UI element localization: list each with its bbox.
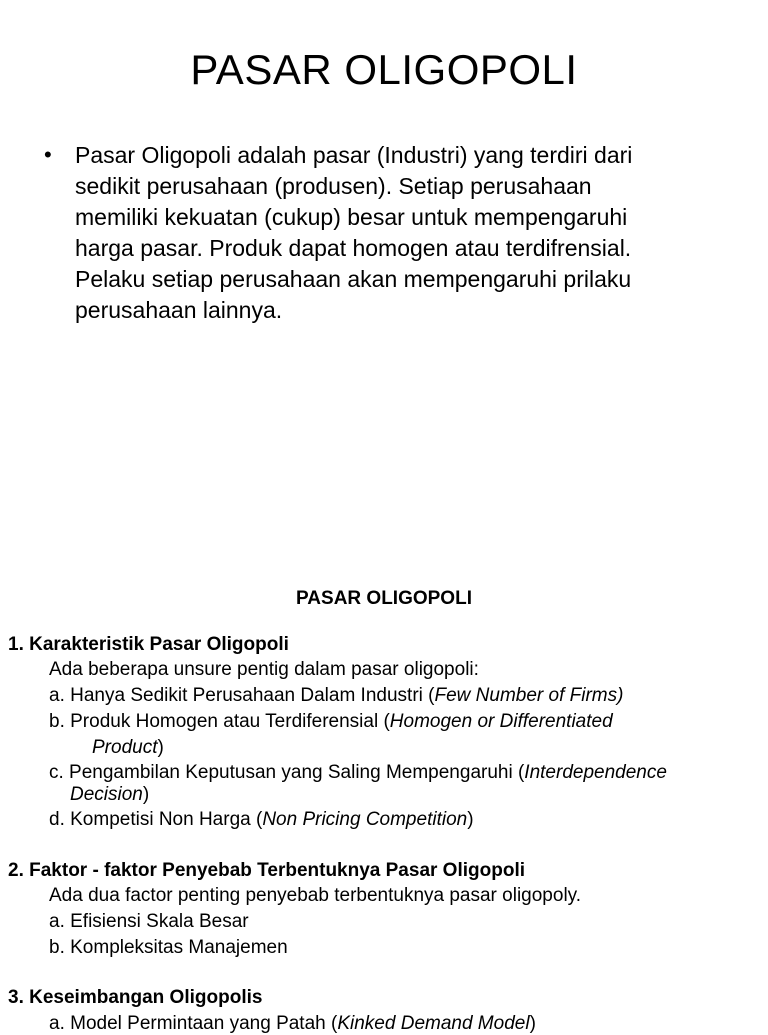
section-page-title: PASAR OLIGOPOLI — [296, 588, 472, 609]
list-item-continuation: Product) — [92, 737, 164, 758]
slide-title: PASAR OLIGOPOLI — [190, 46, 578, 93]
bullet-text-line: memiliki kekuatan (cukup) besar untuk mempengaruhi — [75, 204, 628, 230]
section-heading: 2. Faktor - faktor Penyebab Terbentuknya Pasar Oligopoli — [8, 860, 525, 881]
list-item: d. Kompetisi Non Harga (Non Pricing Competition) — [49, 809, 474, 830]
section-heading: 3. Keseimbangan Oligopolis — [8, 987, 263, 1008]
bullet-text-line: harga pasar. Produk dapat homogen atau terdifrensial. — [75, 235, 632, 261]
list-item: b. Kompleksitas Manajemen — [49, 937, 288, 958]
list-item: a. Model Permintaan yang Patah (Kinked Demand Model) — [49, 1013, 536, 1034]
list-item: a. Hanya Sedikit Perusahaan Dalam Industri (Few Number of Firms) — [49, 685, 624, 706]
list-item-continuation: Decision) — [70, 784, 150, 805]
bullet-text-line: perusahaan lainnya. — [75, 297, 283, 323]
list-item: c. Pengambilan Keputusan yang Saling Mempengaruhi (Interdependence — [49, 762, 667, 783]
bullet-icon: • — [44, 142, 52, 167]
bullet-text-line: Pelaku setiap perusahaan akan mempengaruhi prilaku — [75, 266, 632, 292]
bullet-text-line: sedikit perusahaan (produsen). Setiap perusahaan — [75, 173, 592, 199]
list-item: b. Produk Homogen atau Terdiferensial (Homogen or Differentiated — [49, 711, 613, 732]
bullet-text-line: Pasar Oligopoli adalah pasar (Industri) yang terdiri dari — [75, 142, 633, 168]
section-intro: Ada beberapa unsure pentig dalam pasar oligopoli: — [49, 659, 479, 680]
section-heading: 1. Karakteristik Pasar Oligopoli — [8, 634, 289, 655]
section-intro: Ada dua factor penting penyebab terbentuknya pasar oligopoly. — [49, 885, 582, 906]
list-item: a. Efisiensi Skala Besar — [49, 911, 249, 932]
